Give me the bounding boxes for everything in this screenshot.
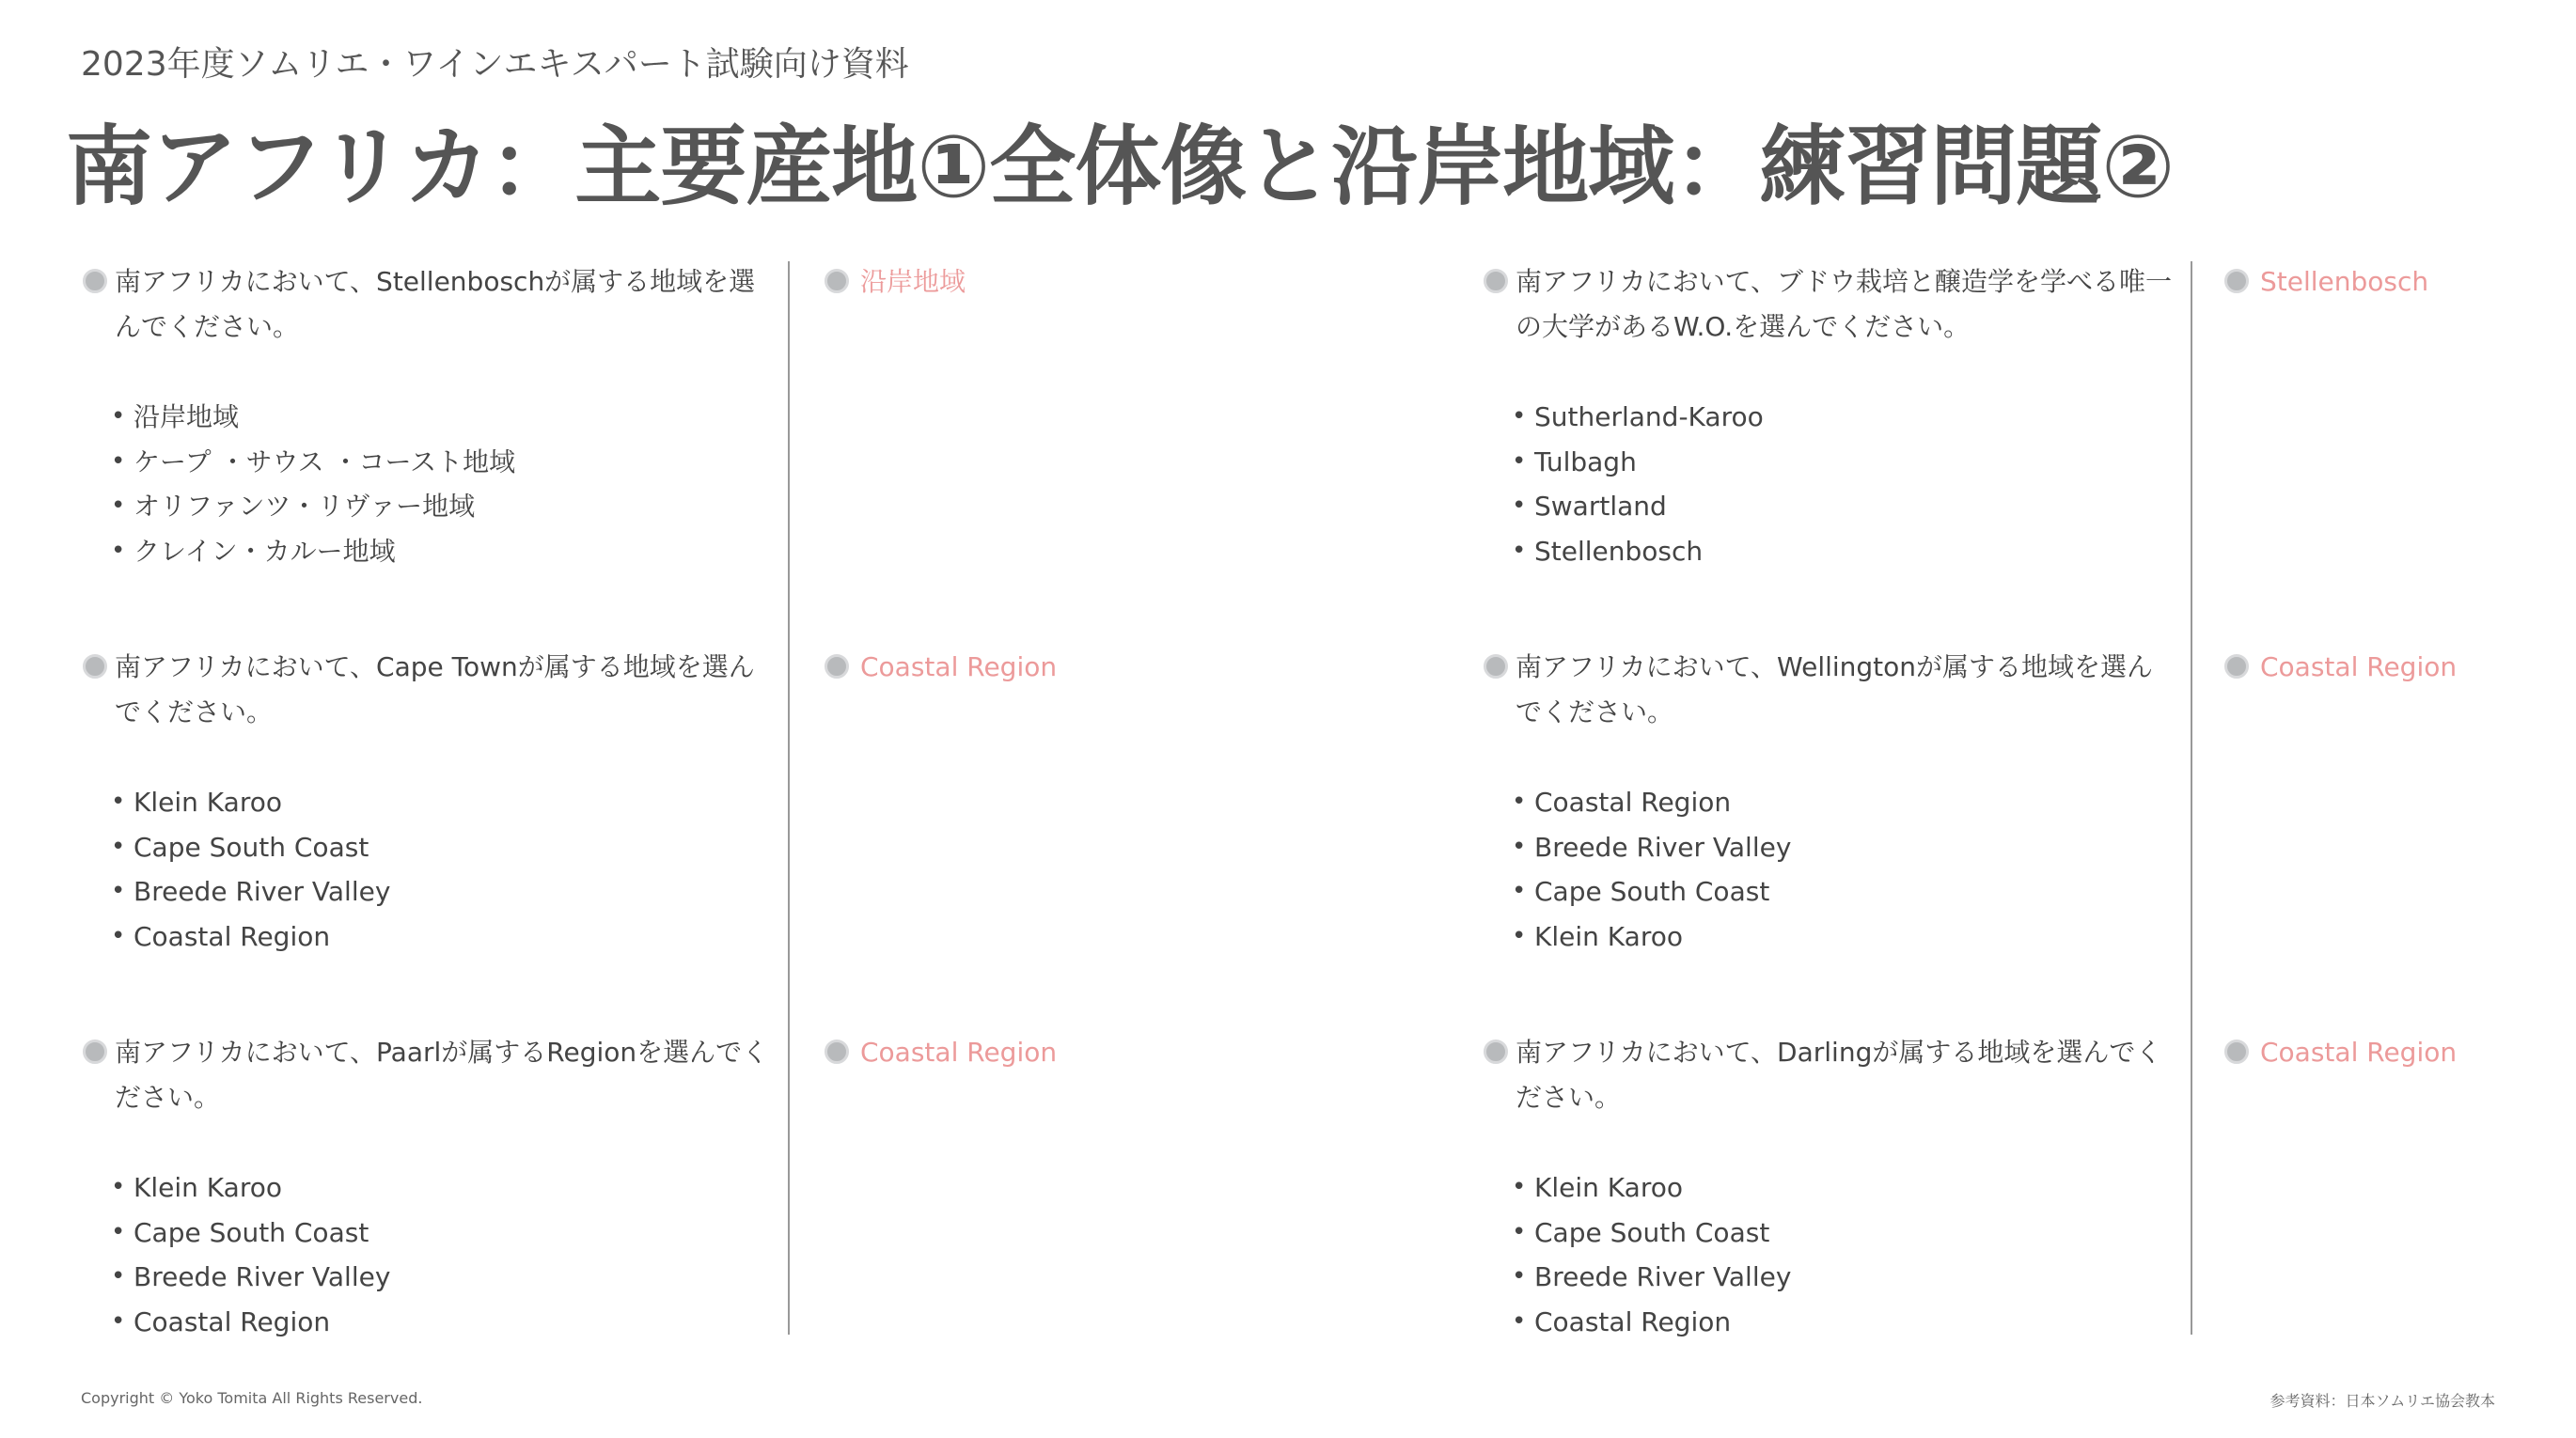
option-label: Stellenbosch xyxy=(1534,535,1704,567)
bullet-icon: • xyxy=(1512,1262,1527,1290)
option-item xyxy=(111,529,777,574)
answer-text: Coastal Region xyxy=(2260,1037,2458,1068)
option-item xyxy=(1512,1211,2177,1256)
bullet-icon: • xyxy=(111,832,126,861)
option-list xyxy=(1482,1165,2177,1344)
bullet-icon: • xyxy=(1512,832,1527,861)
answer-bullet-icon xyxy=(825,269,849,293)
option-label: オリファンツ・リヴァー地域 xyxy=(134,491,476,522)
bullet-icon: • xyxy=(111,921,126,950)
option-label: Tulbagh xyxy=(1534,445,1637,477)
option-label: Klein Karoo xyxy=(134,787,282,818)
option-label: Swartland xyxy=(1534,491,1667,522)
answer-bullet-icon xyxy=(2224,269,2249,293)
option-item xyxy=(1512,1255,2177,1300)
option-list xyxy=(1482,395,2177,573)
answer-card xyxy=(2224,259,2428,305)
answer-bullet-icon xyxy=(2224,654,2249,679)
option-item xyxy=(111,1165,777,1211)
question-text: 南アフリカにおいて、Paarlが属するRegionを選んでください。 xyxy=(115,1037,769,1113)
bullet-icon: • xyxy=(1512,788,1527,816)
option-label: Coastal Region xyxy=(1534,1305,1732,1337)
option-item xyxy=(1512,780,2177,825)
option-label: Cape South Coast xyxy=(1534,876,1770,907)
option-label: Sutherland-Karoo xyxy=(1534,401,1764,432)
answer-text: Coastal Region xyxy=(860,651,1058,682)
bullet-icon: • xyxy=(111,536,126,565)
question-card xyxy=(1482,259,2177,573)
column-divider-right xyxy=(2191,261,2192,1335)
answer-card xyxy=(825,259,966,305)
option-item xyxy=(1512,1165,2177,1211)
option-item xyxy=(1512,825,2177,870)
bullet-icon: • xyxy=(111,1262,126,1290)
option-label: Cape South Coast xyxy=(134,831,369,863)
option-list xyxy=(81,395,777,573)
bullet-icon: • xyxy=(111,788,126,816)
option-label: クレイン・カルー地域 xyxy=(134,535,396,567)
answer-card xyxy=(2224,645,2457,690)
option-item xyxy=(111,395,777,440)
answer-text: 沿岸地域 xyxy=(860,266,966,297)
question-text: 南アフリカにおいて、Stellenboschが属する地域を選んでください。 xyxy=(115,266,756,342)
question-card xyxy=(81,1030,777,1344)
bullet-icon: • xyxy=(1512,446,1527,476)
bullet-icon: • xyxy=(111,492,126,520)
question-text: 南アフリカにおいて、ブドウ栽培と醸造学を学べる唯一の大学があるW.O.を選んでください。 xyxy=(1516,266,2173,342)
option-label: Breede River Valley xyxy=(134,1261,391,1292)
answer-text: Coastal Region xyxy=(860,1037,1058,1068)
bullet-icon: • xyxy=(111,446,126,476)
option-label: ケープ ・サウス ・コースト地域 xyxy=(134,445,516,477)
bullet-icon: • xyxy=(111,1173,126,1201)
option-label: Cape South Coast xyxy=(134,1216,369,1248)
question-card xyxy=(81,645,777,959)
answer-card xyxy=(2224,1030,2457,1075)
bullet-icon: • xyxy=(1512,1306,1527,1336)
option-item xyxy=(111,484,777,529)
option-item xyxy=(1512,440,2177,485)
bullet-icon: • xyxy=(1512,877,1527,905)
option-item xyxy=(111,1211,777,1256)
bullet-icon: • xyxy=(1512,1217,1527,1246)
option-label: Coastal Region xyxy=(134,920,331,952)
option-item xyxy=(1512,529,2177,574)
question-card xyxy=(1482,1030,2177,1344)
reference-note: 参考資料：日本ソムリエ協会教本 xyxy=(2270,1392,2495,1410)
option-item xyxy=(1512,395,2177,440)
answer-bullet-icon xyxy=(2224,1039,2249,1064)
answer-bullet-icon xyxy=(825,1039,849,1064)
answer-bullet-icon xyxy=(825,654,849,679)
option-label: 沿岸地域 xyxy=(134,401,240,432)
option-list xyxy=(1482,780,2177,959)
question-text: 南アフリカにおいて、Wellingtonが属する地域を選んでください。 xyxy=(1516,651,2154,727)
question-text: 南アフリカにおいて、Darlingが属する地域を選んでください。 xyxy=(1516,1037,2162,1113)
answer-text: Stellenbosch xyxy=(2260,266,2429,297)
column-divider-left xyxy=(788,261,790,1335)
bullet-icon: • xyxy=(1512,1173,1527,1201)
option-label: Klein Karoo xyxy=(1534,920,1683,952)
bullet-icon: • xyxy=(111,402,126,430)
bullet-icon: • xyxy=(111,1306,126,1336)
option-label: Coastal Region xyxy=(1534,787,1732,818)
option-item xyxy=(1512,1300,2177,1345)
question-text: 南アフリカにおいて、Cape Townが属する地域を選んでください。 xyxy=(115,651,755,727)
answer-card xyxy=(825,645,1057,690)
bullet-icon: • xyxy=(1512,921,1527,950)
option-label: Coastal Region xyxy=(134,1305,331,1337)
option-item xyxy=(111,869,777,914)
option-label: Cape South Coast xyxy=(1534,1216,1770,1248)
option-label: Breede River Valley xyxy=(1534,831,1792,863)
question-card xyxy=(81,259,777,573)
option-item xyxy=(1512,914,2177,960)
bullet-icon: • xyxy=(1512,402,1527,430)
option-item xyxy=(111,440,777,485)
option-label: Klein Karoo xyxy=(134,1172,282,1203)
option-item xyxy=(111,780,777,825)
option-item xyxy=(1512,484,2177,529)
page-title: 南アフリカ：主要産地①全体像と沿岸地域：練習問題② xyxy=(66,117,2175,217)
bullet-icon: • xyxy=(1512,536,1527,565)
option-label: Breede River Valley xyxy=(1534,1261,1792,1292)
option-label: Breede River Valley xyxy=(134,876,391,907)
bullet-icon: • xyxy=(111,877,126,905)
bullet-icon: • xyxy=(1512,492,1527,520)
option-item xyxy=(111,914,777,960)
option-item xyxy=(111,1255,777,1300)
answer-text: Coastal Region xyxy=(2260,651,2458,682)
bullet-icon: • xyxy=(111,1217,126,1246)
copyright-notice: Copyright © Yoko Tomita All Rights Reserved. xyxy=(81,1389,423,1407)
deck-subtitle: 2023年度ソムリエ・ワインエキスパート試験向け資料 xyxy=(81,45,909,84)
option-item xyxy=(111,825,777,870)
answer-card xyxy=(825,1030,1057,1075)
option-item xyxy=(1512,869,2177,914)
option-list xyxy=(81,780,777,959)
question-card xyxy=(1482,645,2177,959)
option-label: Klein Karoo xyxy=(1534,1172,1683,1203)
option-list xyxy=(81,1165,777,1344)
option-item xyxy=(111,1300,777,1345)
